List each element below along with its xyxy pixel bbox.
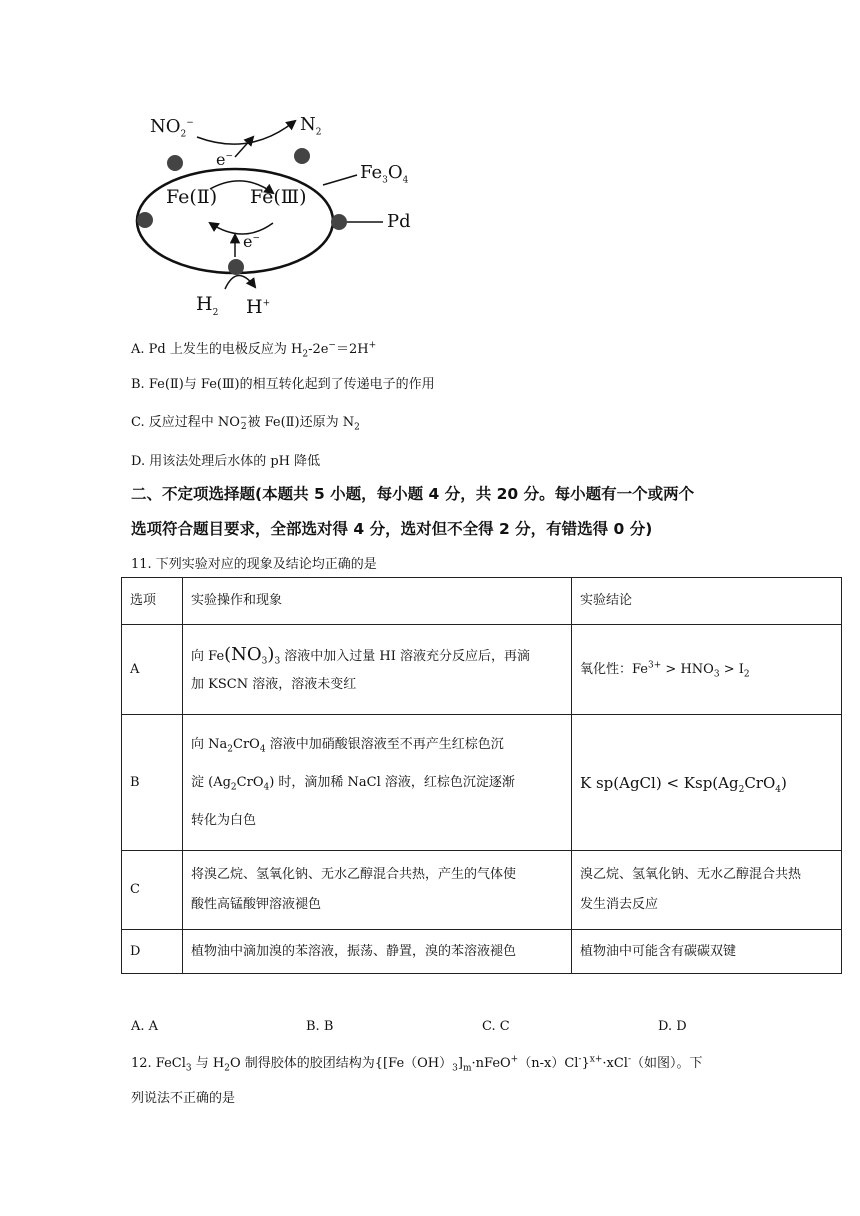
label-no2: $NO_2^-$ [150, 116, 194, 140]
q11-answer-a: A. A [131, 1019, 159, 1034]
q11-answer-c: C. C [482, 1019, 510, 1034]
label-fe2: Fe(Ⅱ) [166, 186, 218, 208]
particle-dot [294, 148, 310, 164]
q11-answer-b: B. B [306, 1019, 334, 1034]
label-fe3o4: $Fe_3O_4$ [360, 162, 409, 186]
q12-stem-line2: 列说法不正确的是 [131, 1091, 236, 1106]
fe3o4-leader-line [323, 175, 357, 185]
table-row [122, 851, 842, 930]
row-operation: 向 $Fe(NO_3)_3$ 溶液中加入过量 HI 溶液充分反应后，再滴 加 KSCN 溶液，溶液未变红 [183, 625, 572, 715]
row-option: C [122, 851, 183, 930]
table-header-row [122, 578, 842, 625]
label-electron-top: e− [216, 150, 234, 169]
q11-answer-d: D. D [658, 1019, 687, 1034]
table-header: 实验操作和现象 [183, 578, 572, 625]
row-operation: 向 $Na_2CrO_4$ 溶液中加硝酸银溶液至不再产生红棕色沉 淀 $(Ag_2CrO_4)$ 时，滴加稀 NaCl 溶液，红棕色沉淀逐渐 转化为白色 [183, 715, 572, 851]
no2-to-n2-arrow [197, 121, 295, 144]
row-operation: 将溴乙烷、氢氧化钠、无水乙醇混合共热，产生的气体使 酸性高锰酸钾溶液褪色 [183, 851, 572, 930]
q10-option-b: B. Fe(Ⅱ)与 Fe(Ⅲ)的相互转化起到了传递电子的作用 [131, 377, 435, 392]
h2-to-hplus-arrow [225, 275, 255, 289]
table-row [122, 930, 842, 974]
particle-ellipse [137, 169, 333, 273]
label-electron-bottom: e− [243, 232, 261, 251]
q10-option-c: C. 反应过程中 NO− 2被 Fe(Ⅱ)还原为 $N_2$ [131, 412, 360, 433]
electron-top-arrow [235, 137, 253, 157]
row-conclusion: 溴乙烷、氢氧化钠、无水乙醇混合共热 发生消去反应 [572, 851, 842, 930]
experiment-table [121, 577, 842, 974]
row-operation: 植物油中滴加溴的苯溶液，振荡、静置，溴的苯溶液褪色 [183, 930, 572, 974]
particle-dot [331, 214, 347, 230]
q11-stem: 11. 下列实验对应的现象及结论均正确的是 [131, 557, 377, 572]
fe3o4-pd-cycle-diagram [125, 105, 425, 330]
particle-dot [228, 259, 244, 275]
row-option: D [122, 930, 183, 974]
label-h2: $H_2$ [196, 293, 219, 318]
section-heading-line1: 二、不定项选择题(本题共 5 小题，每小题 4 分，共 20 分。每小题有一个或两个 [131, 485, 695, 503]
label-pd: Pd [387, 211, 411, 232]
particle-dot [167, 155, 183, 171]
fe3-to-fe2-arrow [210, 223, 273, 234]
row-conclusion: K sp(AgCl) < $Ksp(Ag_2CrO_4)$ [572, 715, 842, 851]
table-header: 实验结论 [572, 578, 842, 625]
section-heading-line2: 选项符合题目要求，全部选对得 4 分，选对但不全得 2 分，有错选得 0 分) [131, 520, 653, 538]
q10-option-d: D. 用该法处理后水体的 pH 降低 [131, 454, 321, 469]
table-row [122, 625, 842, 715]
q12-stem-line1: 12. FeCl$_3$ 与 $H_2O$ 制得胶体的胶团结构为$\{[Fe(OH)_3]_m\cdot nFeO^+(n-x)Cl^-\}^{x+}\cdot xCl^-$（如图）。下 [131, 1054, 703, 1074]
label-n2: $N_2$ [300, 114, 322, 138]
table-row [122, 715, 842, 851]
q10-option-a: A. Pd 上发生的电极反应为 $H_2-2e^-=2H^+$ [131, 340, 377, 360]
row-option: B [122, 715, 183, 851]
table-header: 选项 [122, 578, 183, 625]
label-fe3: Fe(Ⅲ) [250, 186, 307, 208]
particle-dot [137, 212, 153, 228]
row-conclusion: 植物油中可能含有碳碳双键 [572, 930, 842, 974]
row-conclusion: 氧化性：$Fe^{3+} > HNO_3 > I_2$ [572, 625, 842, 715]
row-option: A [122, 625, 183, 715]
label-hplus: H+ [246, 296, 271, 318]
